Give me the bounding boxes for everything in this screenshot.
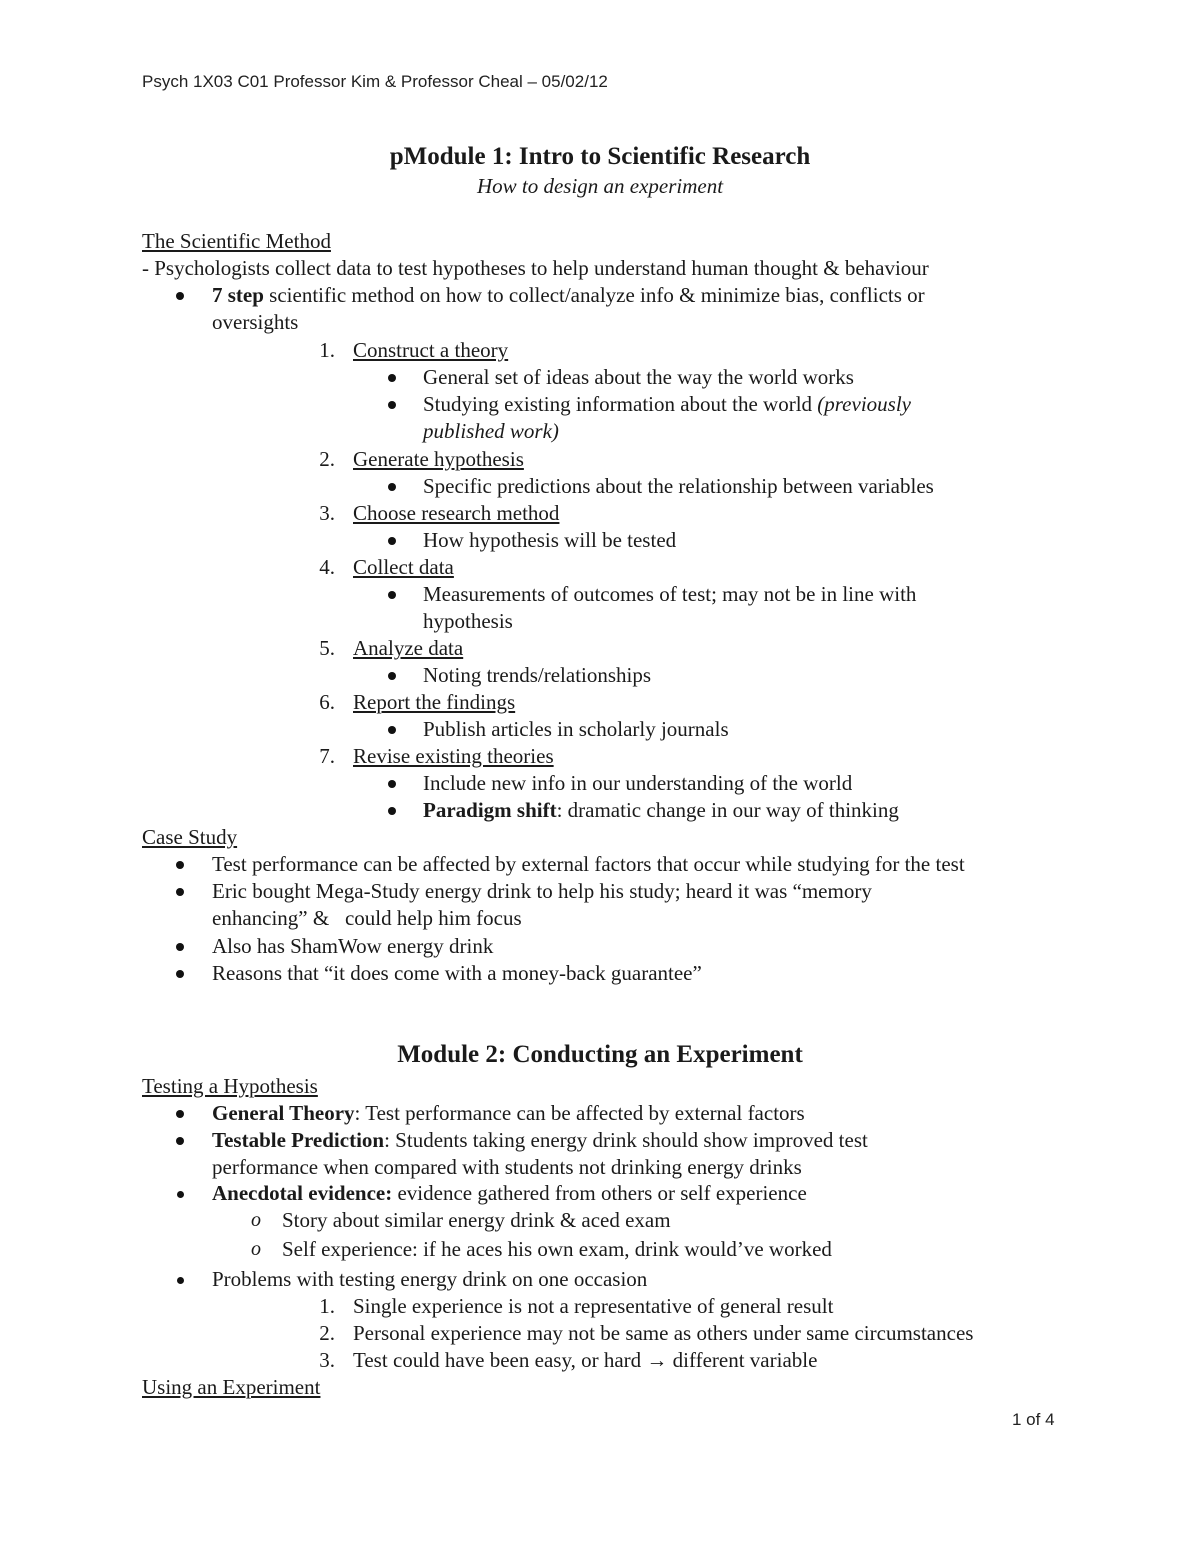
step-title: Construct a theory xyxy=(353,338,509,362)
seven-step-cont: oversights xyxy=(212,310,299,334)
seven-step-line: 7 step scientific method on how to collect/analyze info & minimize bias, conflicts or xyxy=(212,283,925,307)
scientific-method-heading: The Scientific Method xyxy=(142,229,331,253)
bullet-icon xyxy=(388,374,396,382)
circle-bullet-icon: o xyxy=(251,1238,261,1260)
module1-title: pModule 1: Intro to Scientific Research xyxy=(389,143,811,170)
case-point: Test performance can be affected by external factors that occur while studying for the test xyxy=(212,852,965,876)
step-number: 4. xyxy=(319,555,335,579)
step-title: Analyze data xyxy=(353,636,464,660)
step-title: Generate hypothesis xyxy=(353,447,524,471)
bullet-icon xyxy=(388,726,396,734)
step-point: General set of ideas about the way the world works xyxy=(423,365,854,389)
module2-title: Module 2: Conducting an Experiment xyxy=(397,1041,803,1068)
bullet-icon xyxy=(176,292,184,300)
hypothesis-point-cont: performance when compared with students not drinking energy drinks xyxy=(212,1155,802,1179)
step-point: Include new info in our understanding of the world xyxy=(423,771,853,795)
bullet-icon xyxy=(177,1191,184,1198)
using-experiment-heading: Using an Experiment xyxy=(142,1375,321,1399)
hypothesis-point: Anecdotal evidence: evidence gathered from others or self experience xyxy=(212,1181,807,1205)
step-title: Choose research method xyxy=(353,501,560,525)
bullet-icon xyxy=(388,537,396,545)
bullet-icon xyxy=(176,943,184,951)
hypothesis-point: Problems with testing energy drink on one occasion xyxy=(212,1267,648,1291)
step-number: 3. xyxy=(319,501,335,525)
bullet-icon xyxy=(176,1110,184,1118)
step-point: Measurements of outcomes of test; may not be in line with xyxy=(423,582,917,606)
sub-point: Story about similar energy drink & aced exam xyxy=(282,1208,671,1232)
case-point: Reasons that “it does come with a money-back guarantee” xyxy=(212,961,702,985)
circle-bullet-icon: o xyxy=(251,1209,261,1231)
step-point: Noting trends/relationships xyxy=(423,663,652,687)
problem-number: 2. xyxy=(319,1321,335,1345)
step-point: How hypothesis will be tested xyxy=(423,528,677,552)
bullet-icon xyxy=(177,1277,184,1284)
problem-number: 1. xyxy=(319,1294,335,1318)
bullet-icon xyxy=(388,807,396,815)
intro-line: - Psychologists collect data to test hypotheses to help understand human thought & behaviour xyxy=(142,256,929,280)
bullet-icon xyxy=(388,401,396,409)
problem-text: Single experience is not a representative of general result xyxy=(353,1294,834,1318)
step-point-cont: published work) xyxy=(423,419,559,443)
hypothesis-point: Testable Prediction: Students taking energy drink should show improved test xyxy=(212,1128,868,1152)
case-point: Eric bought Mega-Study energy drink to help his study; heard it was “memory xyxy=(212,879,872,903)
sub-point: Self experience: if he aces his own exam, drink would’ve worked xyxy=(282,1237,832,1261)
step-title: Collect data xyxy=(353,555,454,579)
bullet-icon xyxy=(388,672,396,680)
bullet-icon xyxy=(388,591,396,599)
bullet-icon xyxy=(388,483,396,491)
step-point: Specific predictions about the relationship between variables xyxy=(423,474,934,498)
step-point: Paradigm shift: dramatic change in our way of thinking xyxy=(423,798,899,822)
step-point: Studying existing information about the world (previously xyxy=(423,392,911,416)
hypothesis-point: General Theory: Test performance can be affected by external factors xyxy=(212,1101,805,1125)
case-point: Also has ShamWow energy drink xyxy=(212,934,494,958)
case-point-cont: enhancing” & could help him focus xyxy=(212,906,522,930)
step-number: 5. xyxy=(319,636,335,660)
step-title: Revise existing theories xyxy=(353,744,554,768)
bullet-icon xyxy=(176,1137,184,1145)
bullet-icon xyxy=(176,970,184,978)
bullet-icon xyxy=(388,780,396,788)
bullet-icon xyxy=(176,888,184,896)
problem-text: Test could have been easy, or hard → different variable xyxy=(353,1348,818,1372)
step-point: Publish articles in scholarly journals xyxy=(423,717,729,741)
step-number: 6. xyxy=(319,690,335,714)
step-number: 7. xyxy=(319,744,335,768)
testing-hypothesis-heading: Testing a Hypothesis xyxy=(142,1074,318,1098)
page-number: 1 of 4 xyxy=(1012,1410,1055,1429)
bullet-icon xyxy=(176,861,184,869)
step-title: Report the findings xyxy=(353,690,516,714)
problem-text: Personal experience may not be same as others under same circumstances xyxy=(353,1321,974,1345)
problem-number: 3. xyxy=(319,1348,335,1372)
arrow-right-icon: → xyxy=(646,1348,668,1372)
step-number: 2. xyxy=(319,447,335,471)
step-number: 1. xyxy=(319,338,335,362)
step-point-cont: hypothesis xyxy=(423,609,513,633)
module1-subtitle: How to design an experiment xyxy=(476,174,724,198)
case-study-heading: Case Study xyxy=(142,825,238,849)
page-header: Psych 1X03 C01 Professor Kim & Professor Cheal – 05/02/12 xyxy=(142,72,608,91)
